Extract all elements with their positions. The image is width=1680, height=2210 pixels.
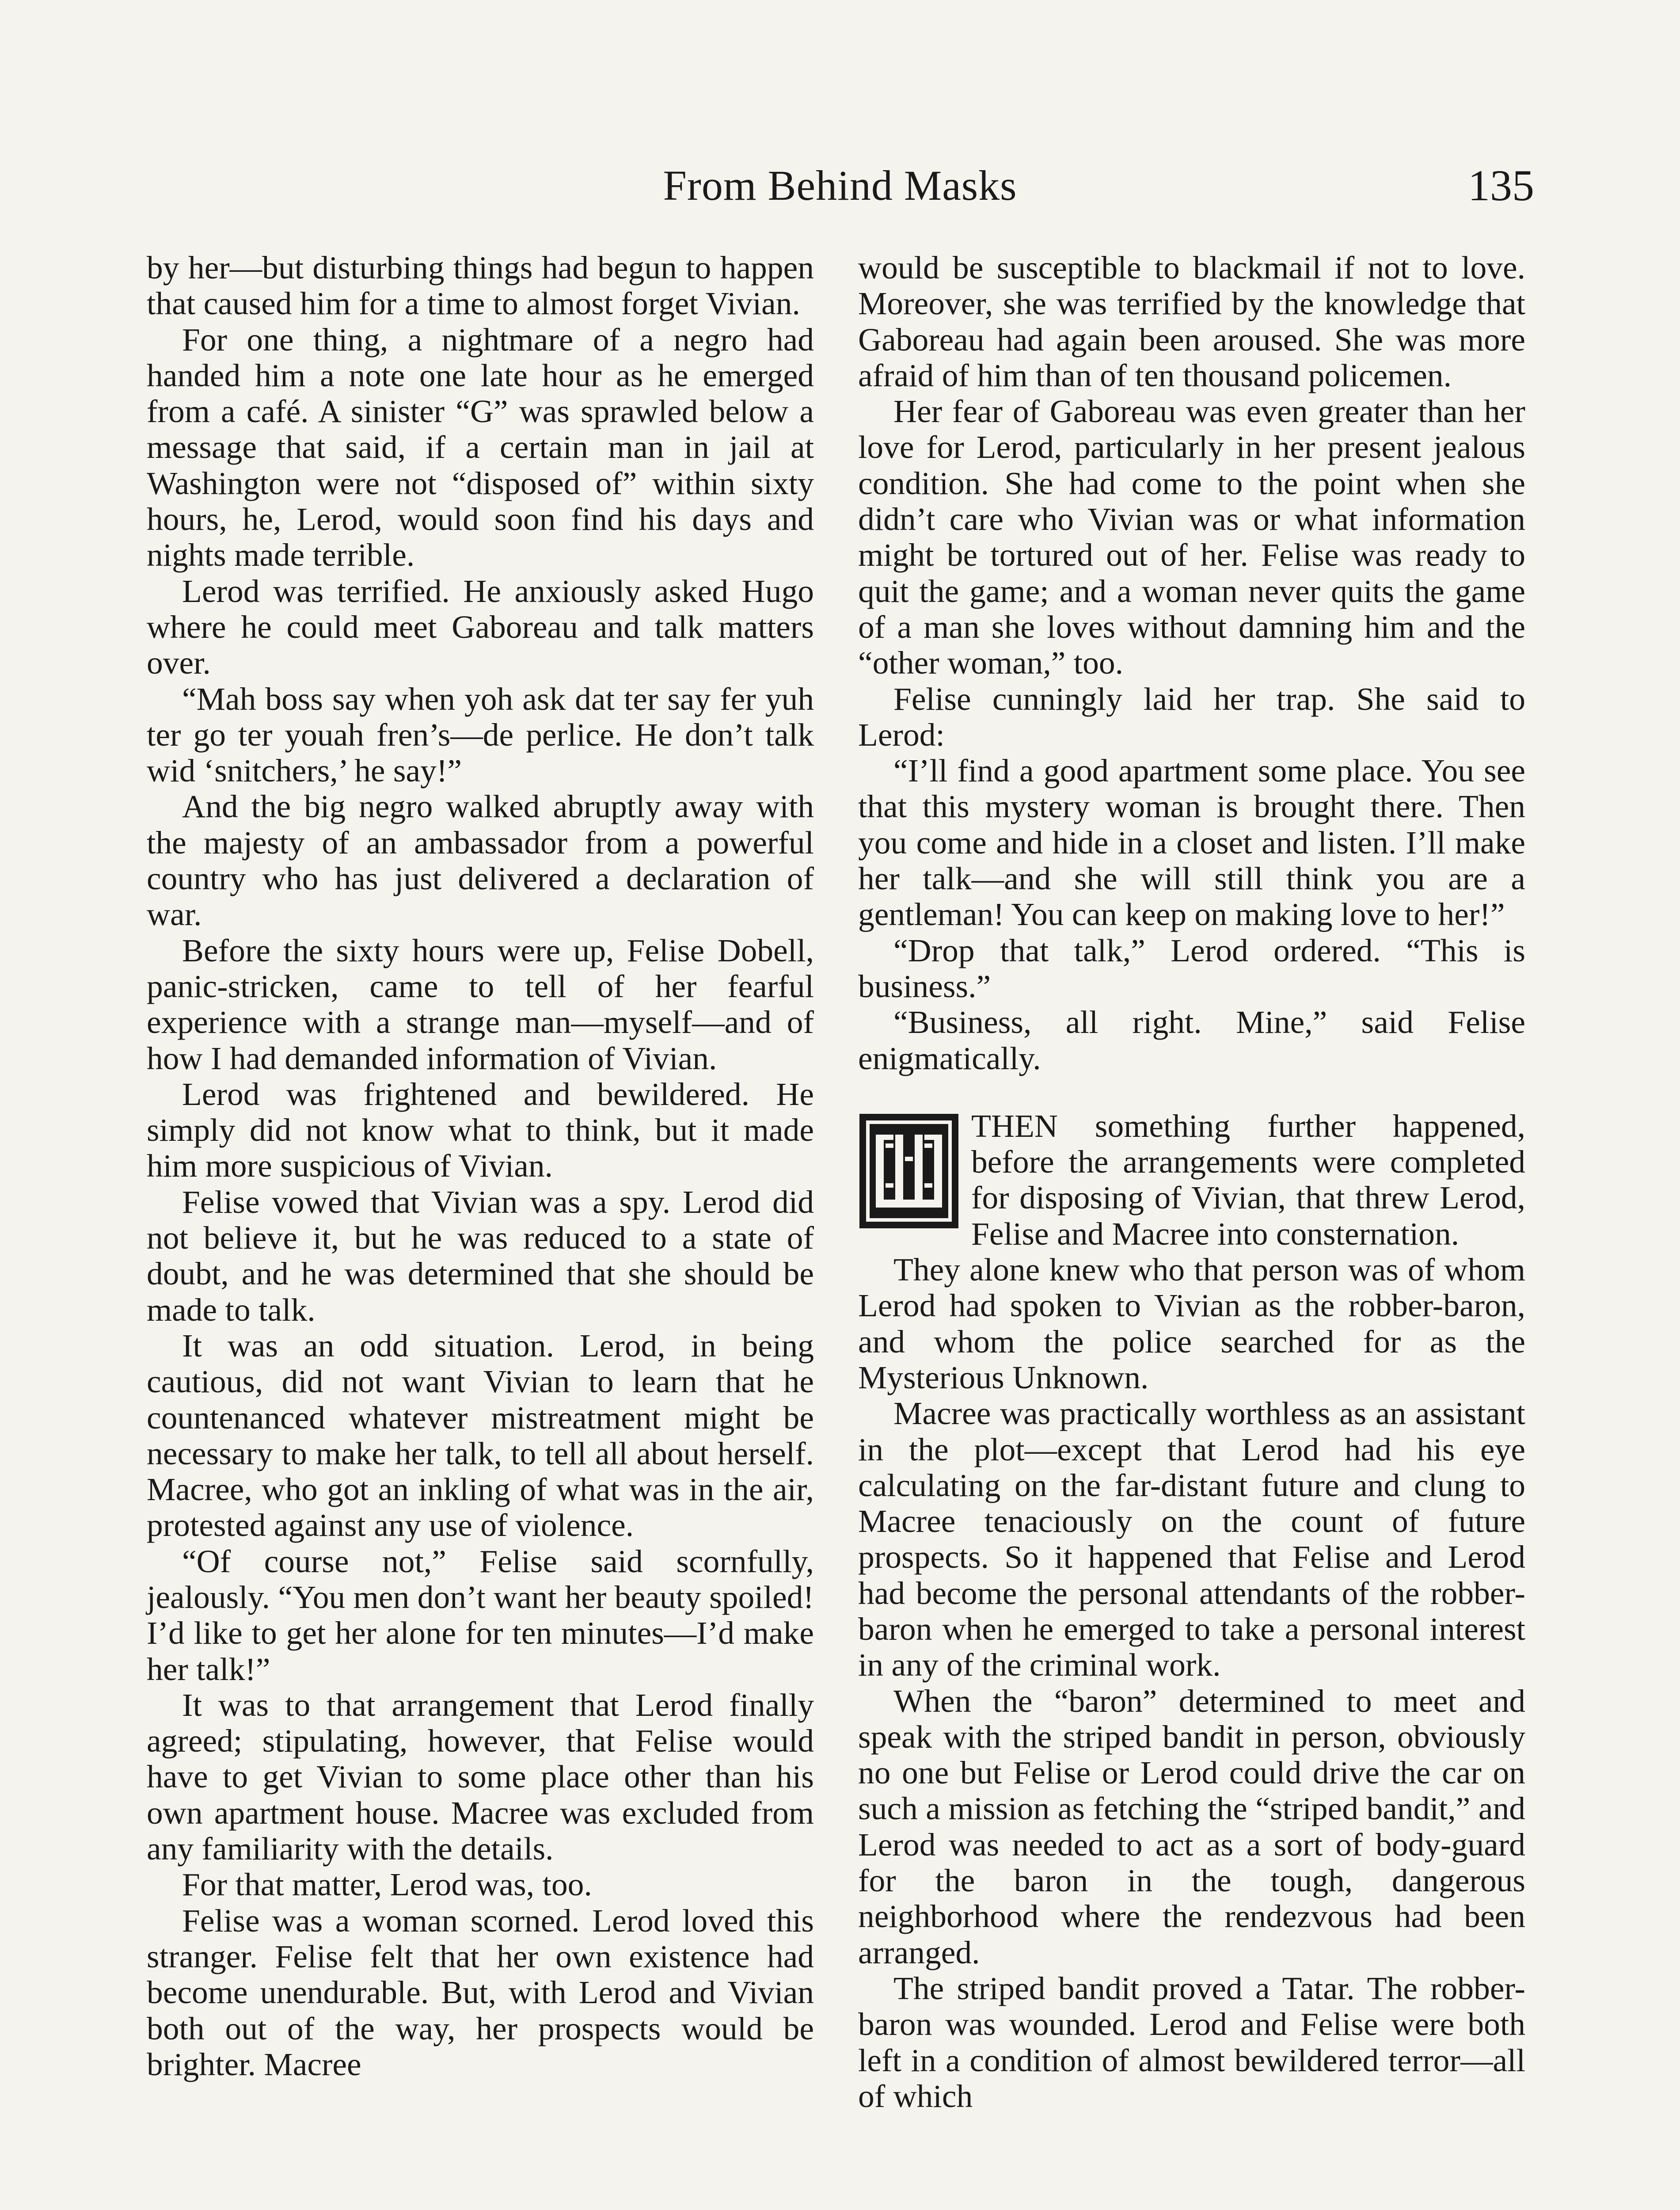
right-column: [858, 250, 1525, 2114]
paragraph: When the “baron” determined to meet and speak with the striped bandit in person, obviously no one but Felise or Lerod could drive the car on such a mission as fetching the “striped bandit,” and Lerod was needed to act as a sort of body-guard for the baron in the tough, dangerous neighborhood where the rendezvous had been arranged.: [858, 1683, 1525, 1970]
paragraph: “Business, all right. Mine,” said Felise enigmatically.: [858, 1004, 1525, 1076]
paragraph: Lerod was frightened and bewildered. He simply did not know what to think, but it made him more suspicious of Vivian.: [147, 1076, 814, 1184]
ornamental-initial-W-icon: [858, 1113, 960, 1230]
paragraph: Felise was a woman scorned. Lerod loved this stranger. Felise felt that her own existence had become unendurable. But, with Lerod and Vivian both out of the way, her prospects would be brighter. Macree: [147, 1902, 814, 2082]
paragraph: Macree was practically worthless as an assistant in the plot—except that Lerod had his eye calculating on the far-distant future and clung to Macree tenaciously on the count of future prospects. So it happened that Felise and Lerod had become the personal attendants of the robber-baron when he emerged to take a personal interest in any of the criminal work.: [858, 1395, 1525, 1683]
page-number: 135: [1468, 161, 1534, 210]
paragraph: And the big negro walked abruptly away with the majesty of an ambassador from a powerful country who has just delivered a declaration of war.: [147, 789, 814, 933]
paragraph: “Of course not,” Felise said scornfully, jealously. “You men don’t want her beauty spoiled! I’d like to get her alone for ten minutes—I’d make her talk!”: [147, 1543, 814, 1687]
paragraph: Felise cunningly laid her trap. She said to Lerod:: [858, 681, 1525, 753]
paragraph: “Drop that talk,” Lerod ordered. “This is business.”: [858, 932, 1525, 1004]
section-break-paragraph: [858, 1108, 1525, 1252]
paragraph: It was an odd situation. Lerod, in being cautious, did not want Vivian to learn that he countenanced whatever mistreatment might be necessary to make her talk, to tell all about herself. Macree, who got an inkling of what was in the air, protested against any use of violence.: [147, 1327, 814, 1543]
paragraph: The striped bandit proved a Tatar. The robber-baron was wounded. Lerod and Felise were both left in a condition of almost bewildered terror—all of which: [858, 1970, 1525, 2114]
running-title: From Behind Masks: [663, 162, 1017, 209]
paragraph: Lerod was terrified. He anxiously asked Hugo where he could meet Gaboreau and talk matters over.: [147, 573, 814, 681]
paragraph: would be susceptible to blackmail if not to love. Moreover, she was terrified by the knowledge that Gaboreau had again been aroused. She was more afraid of him than of ten thousand policemen.: [858, 250, 1525, 393]
paragraph: THEN something further happened, before the arrangements were completed for disposing of Vivian, that threw Lerod, Felise and Macree into consternation.: [971, 1108, 1525, 1252]
left-column: [147, 250, 814, 2082]
paragraph: “I’ll find a good apartment some place. You see that this mystery woman is brought there. Then you come and hide in a closet and listen. I’ll make her talk—and she will still think you are a gentleman! You can keep on making love to her!”: [858, 753, 1525, 933]
paragraph: It was to that arrangement that Lerod finally agreed; stipulating, however, that Felise would have to get Vivian to some place other than his own apartment house. Macree was excluded from any familiarity with the details.: [147, 1687, 814, 1867]
paragraph: Before the sixty hours were up, Felise Dobell, panic-stricken, came to tell of her fearful experience with a strange man—myself—and of how I had demanded information of Vivian.: [147, 932, 814, 1076]
paragraph: For one thing, a nightmare of a negro had handed him a note one late hour as he emerged from a café. A sinister “G” was sprawled below a message that said, if a certain man in jail at Washington were not “disposed of” within sixty hours, he, Lerod, would soon find his days and nights made terrible.: [147, 321, 814, 573]
paragraph: They alone knew who that person was of whom Lerod had spoken to Vivian as the robber-baron, and whom the police searched for as the Mysterious Unknown.: [858, 1252, 1525, 1395]
page-header: [146, 157, 1534, 214]
paragraph: Felise vowed that Vivian was a spy. Lerod did not believe it, but he was reduced to a state of doubt, and he was determined that she should be made to talk.: [147, 1184, 814, 1328]
paragraph: Her fear of Gaboreau was even greater than her love for Lerod, particularly in her present jealous condition. She had come to the point when she didn’t care who Vivian was or what information might be tortured out of her. Felise was ready to quit the game; and a woman never quits the game of a man she loves without damning him and the “other woman,” too.: [858, 393, 1525, 681]
paragraph: For that matter, Lerod was, too.: [182, 1867, 592, 1903]
paragraph: “Mah boss say when yoh ask dat ter say fer yuh ter go ter youah fren’s—de perlice. He don’t talk wid ‘snitchers,’ he say!”: [147, 681, 814, 789]
paragraph: by her—but disturbing things had begun to happen that caused him for a time to almost forget Vivian.: [147, 250, 814, 322]
